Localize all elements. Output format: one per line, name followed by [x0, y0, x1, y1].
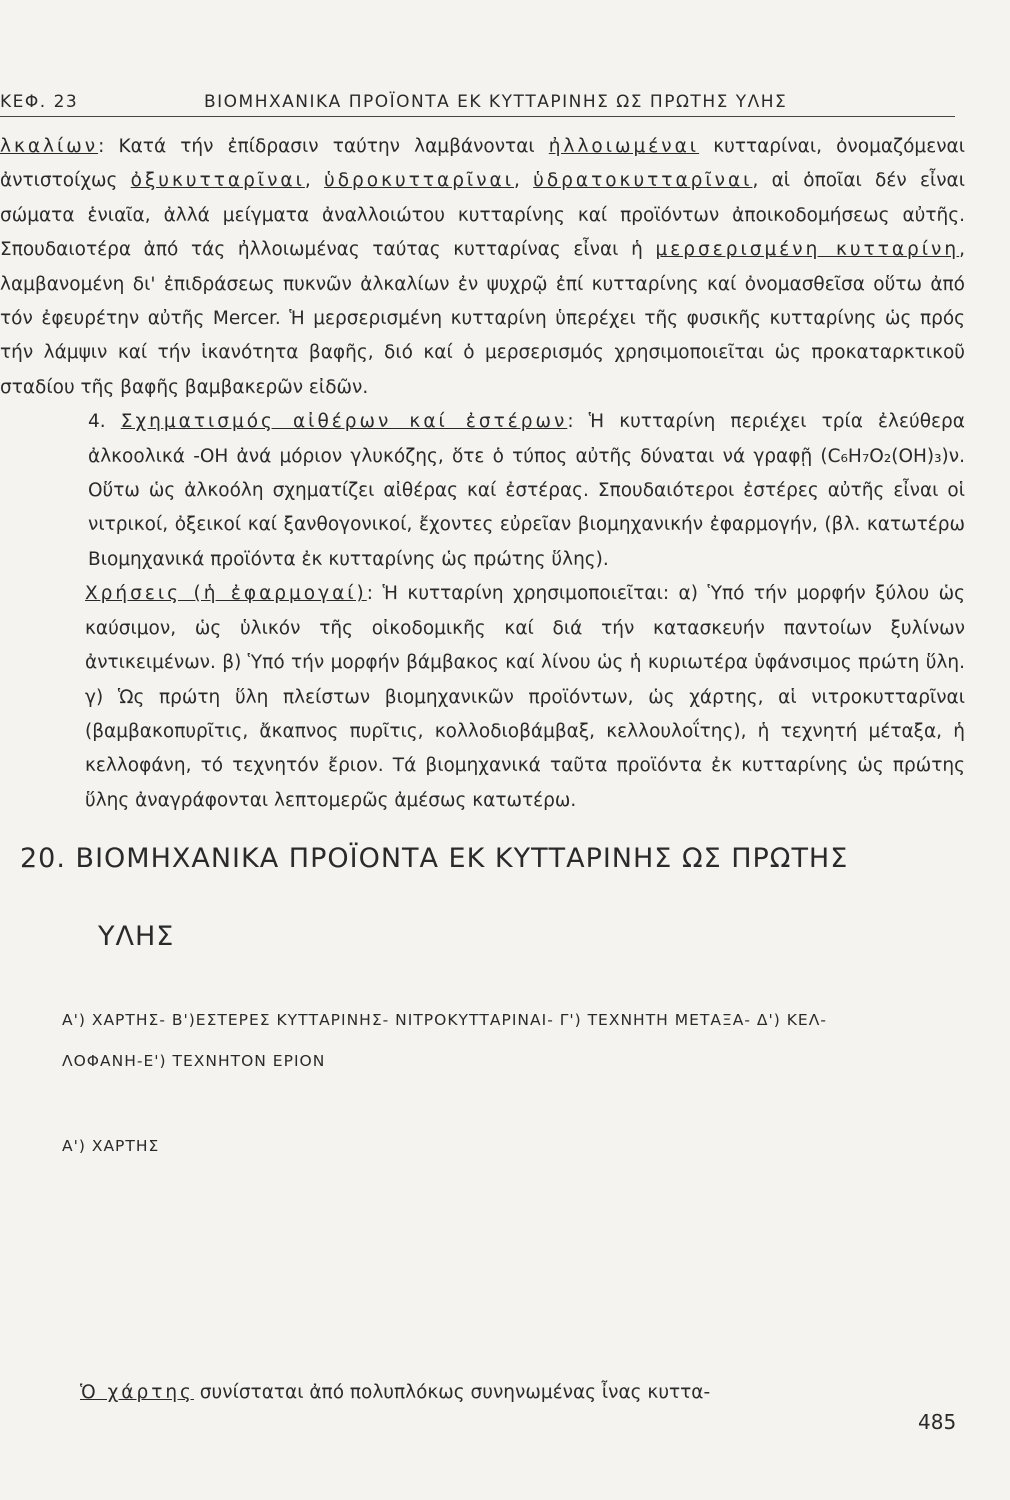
term-oxycellulose: ὀξυκυτταρῖναι [130, 170, 305, 192]
text-run: κυτταρίναι, ὀνομαζόμεναι ἀντιστοίχως [0, 136, 965, 192]
term-mercerized: μερσερισμένη κυτταρίνη [655, 239, 960, 261]
chapter-label: ΚΕΦ. 23 [0, 92, 79, 112]
section-number: 20. [20, 843, 66, 874]
item-number: 4. [88, 411, 121, 433]
term-ethers-esters: Σχηματισμός αἰθέρων καί ἐστέρων [120, 411, 568, 433]
term-uses: Χρήσεις (ἡ ἐφαρμογαί) [85, 583, 367, 605]
term-hydrocellulose: ὑδροκυτταρῖναι [324, 170, 514, 192]
subsection-list [62, 1000, 982, 1082]
paragraph-uses [0, 577, 965, 818]
header-rule [0, 116, 955, 117]
text-run: , λαμβανομένη δι' ἐπιδράσεως πυκνῶν ἀλκαλίων ἐν ψυχρῷ ἐπί κυτταρίνης καί ὀνομασθεῖσα οὕτω ἀπό τόν ἐφευρέτην αὐτῆς Mercer. Ἡ μερσερισμένη κυτταρίνη ὑπερέχει τῆς φυσικῆς κυτταρίνης ὡς πρός τήν λάμψιν καί τήν ἱκανότητα βαφῆς, διό καί ὁ μερσερισμός χρησιμοποιεῖται ὡς προκαταρκτικοῦ σταδίου τῆς βαφῆς βαμβακερῶν εἰδῶν. [0, 239, 965, 398]
term-alkali: λκαλίων [0, 136, 99, 157]
section-title-line2: ΥΛΗΣ [98, 921, 175, 952]
subsection-list-line2: ΛΟΦΑΝΗ-Ε') ΤΕΧΝΗΤΟΝ ΕΡΙΟΝ [62, 1052, 326, 1070]
section-title [20, 820, 980, 976]
text-run: : Ἡ κυτταρίνη χρησιμοποιεῖται: α) Ὑπό τήν μορφήν ξύλου ὡς καύσιμον, ὡς ὑλικόν τῆς οἰκοδομικῆς καί διά τήν κατασκευήν παντοίων ξυλίνων ἀντικειμένων. β) Ὑπό τήν μορφήν βάμβακος καί λίνου ὡς ἡ κυριωτέρα ὑφάνσιμος πρώτη ὕλη. γ) Ὡς πρώτη ὕλη πλείστων βιομηχανικῶν προϊόντων, ὡς χάρτης, αἱ νιτροκυτταρῖναι (βαμβακοπυρῖτις, ἄκαπνος πυρῖτις, κολλοδιοβάμβαξ, κελλουλοΐτης), ἡ τεχνητή μέταξα, ἡ κελλοφάνη, τό τεχνητόν ἔριον. Τά βιομηχανικά ταῦτα προϊόντα ἐκ κυτταρίνης ὡς πρώτης ὕλης ἀναγράφονται λεπτομερῶς ἀμέσως κατωτέρω. [85, 583, 965, 811]
page-number: 485 [918, 1410, 957, 1434]
subheading-paper: Α') ΧΑΡΤΗΣ [62, 1137, 160, 1155]
section-title-text: ΒΙΟΜΗΧΑΝΙΚΑ ΠΡΟΪΟΝΤΑ ΕΚ ΚΥΤΤΑΡΙΝΗΣ ΩΣ ΠΡΩΤΗΣ [75, 843, 849, 874]
paragraph-paper [80, 1382, 970, 1403]
paragraph-ethers-esters [0, 405, 965, 577]
text-run: : Ἡ κυτταρίνη περιέχει τρία ἐλεύθερα ἀλκοολικά -OH ἀνά μόριον γλυκόζης, ὅτε ὁ τύπος αὐτῆς δύναται νά γραφῇ (C₆H₇O₂(OH)₃)ν. Οὕτω ὡς ἀλκοόλη σχηματίζει αἰθέρας καί ἐστέρας. Σπουδαιότεροι ἐστέρες αὐτῆς εἶναι οἱ νιτρικοί, ὀξεικοί καί ξανθογονικοί, ἔχοντες εὐρεῖαν βιομηχανικήν ἐφαρμογήν, (βλ. κατωτέρω Βιομηχανικά προϊόντα ἐκ κυτταρίνης ὡς πρώτης ὕλης). [88, 411, 965, 570]
section-title-line1 [20, 820, 980, 898]
paragraph-alkali [0, 130, 965, 405]
text-run: , αἱ ὁποῖαι δέν εἶναι σώματα ἑνιαῖα, ἀλλά μείγματα ἀναλλοιώτου κυτταρίνης καί προϊόντων ἀποικοδομήσεως αὐτῆς. Σπουδαιοτέρα ἀπό τάς ἠλλοιωμένας ταύτας κυτταρίνας εἶναι ἡ [0, 170, 965, 261]
subsection-list-line1: Α') ΧΑΡΤΗΣ- Β')ΕΣΤΕΡΕΣ ΚΥΤΤΑΡΙΝΗΣ- ΝΙΤΡΟΚΥΤΤΑΡΙΝΑΙ- Γ') ΤΕΧΝΗΤΗ ΜΕΤΑΞΑ- Δ') ΚΕΛ- [62, 1011, 827, 1029]
text-run: : Κατά τήν ἐπίδρασιν ταύτην λαμβάνονται [98, 136, 549, 157]
text-run: , [514, 170, 534, 192]
text-run: , [304, 170, 325, 192]
running-title: ΒΙΟΜΗΧΑΝΙΚΑ ΠΡΟΪΟΝΤΑ ΕΚ ΚΥΤΤΑΡΙΝΗΣ ΩΣ ΠΡΩΤΗΣ ΥΛΗΣ [204, 92, 788, 112]
term-hydratocellulose: ὑδρατοκυτταρῖναι [533, 170, 753, 192]
term-altered: ἠλλοιωμέναι [548, 136, 700, 157]
body-text [0, 130, 965, 818]
text-run: συνίσταται ἀπό πολυπλόκως συνηνωμένας ἶνας κυττα- [193, 1382, 711, 1403]
term-paper: Ὁ χάρτης [80, 1382, 194, 1403]
